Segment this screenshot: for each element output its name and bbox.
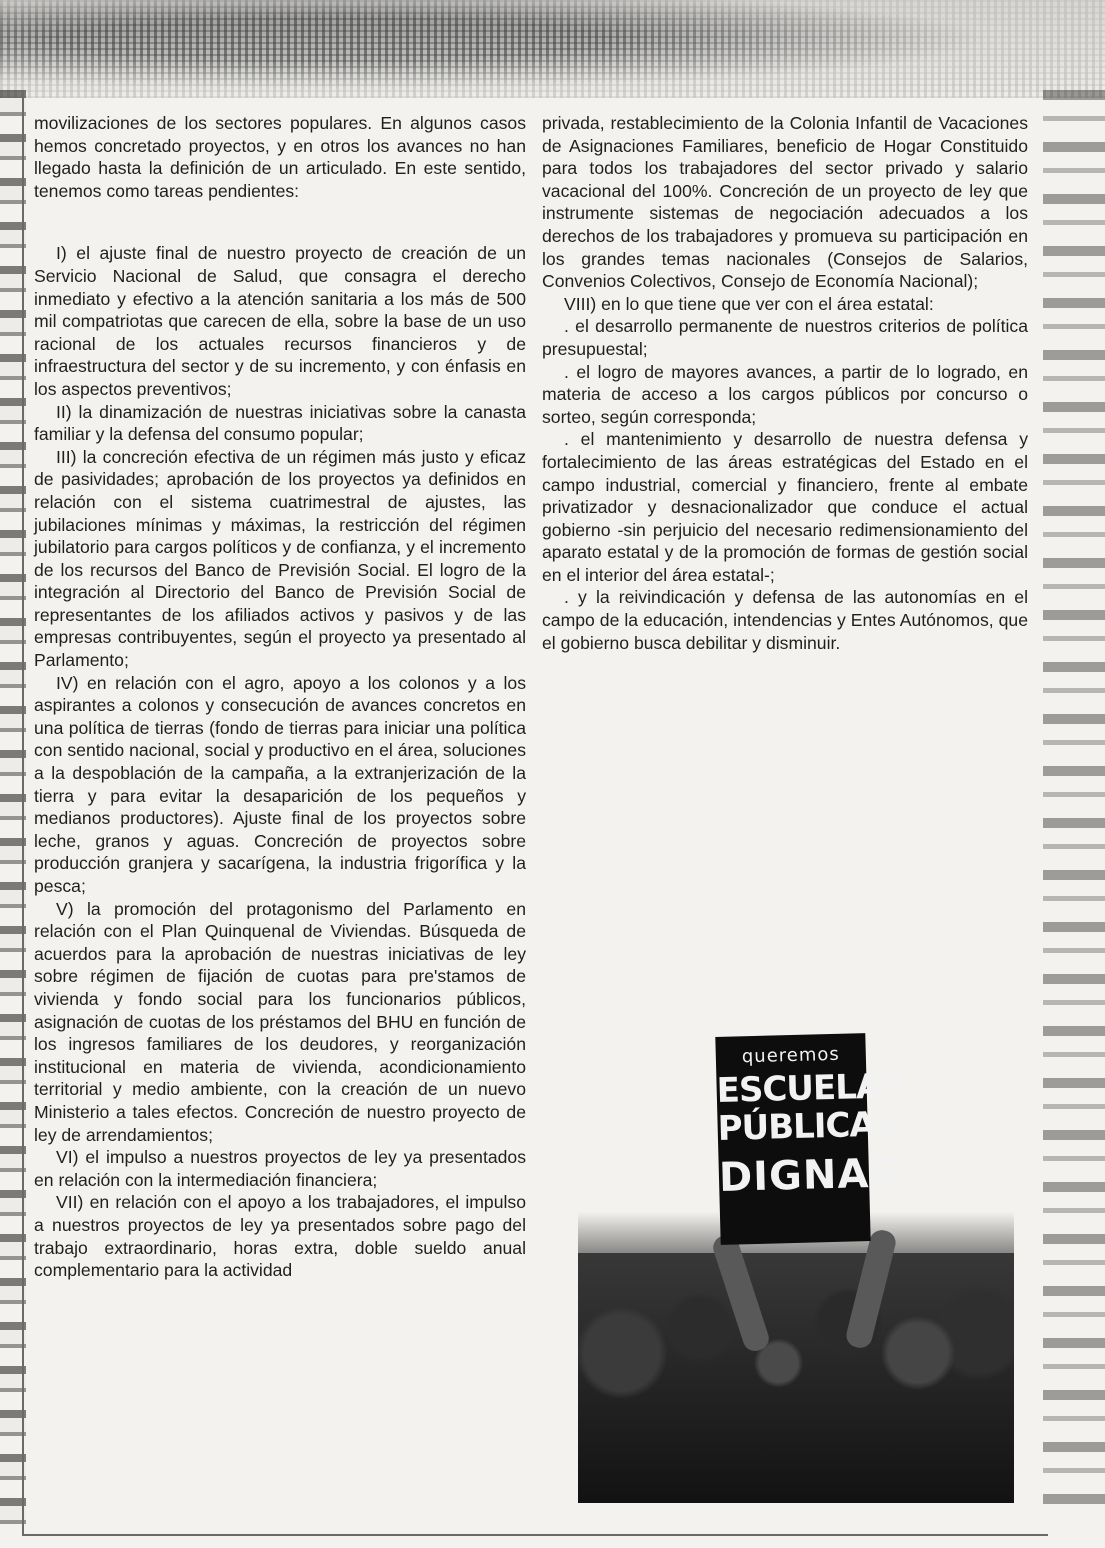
sign-text: queremos xyxy=(741,1043,841,1068)
left-text-column xyxy=(34,112,526,1282)
paragraph: . el desarrollo permanente de nuestros criterios de política presupuestal; xyxy=(542,316,1028,359)
paragraph: II) la dinamización de nuestras iniciativas sobre la canasta familiar y la defensa del consumo popular; xyxy=(34,401,526,445)
paragraph: movilizaciones de los sectores populares. En algunos casos hemos concretado proyectos, y en otros los avances no han llegado hasta la definición de un articulado. En este sentido, tenemos como tareas pendientes: xyxy=(34,113,526,201)
sign-text: ESCUELAS xyxy=(716,1066,906,1111)
paragraph: . y la reivindicación y defensa de las autonomías en el campo de la educación, intendencias y Entes Autónomos, que el gobierno busca debilitar y disminuir. xyxy=(542,587,1028,653)
crowd-image xyxy=(578,1253,1014,1503)
right-text-column xyxy=(542,112,1028,654)
paragraph: V) la promoción del protagonismo del Parlamento en relación con el Plan Quinquenal de Viviendas. Búsqueda de acuerdos para la aprobación de nuestras iniciativas de ley sobre régimen de fijación de cuotas para pre'stamos de vivienda y fondo social para los funcionarios públicos, asignación de cuotas de los préstamos del BHU en función de los ingresos familiares de los deudores, y reorganización institucional en materia de vivienda, acondicionamiento territorial y medio ambiente, con la creación de un nuevo Ministerio a tales efectos. Concreción de nuestro proyecto de ley de arrendamientos; xyxy=(34,898,526,1145)
paragraph: IV) en relación con el agro, apoyo a los colonos y a los aspirantes a colonos y consecución de avances concretos en una política de tierras (fondo de tierras para iniciar una política con sentido nacional, social y productivo en el área, soluciones a la despoblación de la campaña, a la extranjerización de la tierra y para evitar la desaparición de los pequeños y medianos productores). Ajuste final de los proyectos sobre leche, granos y aguas. Concreción de proyectos sobre producción granjera y sacarígena, la industria frigorífica y la pesca; xyxy=(34,672,526,896)
sign-text: DIGNAS xyxy=(718,1150,900,1201)
paragraph: I) el ajuste final de nuestro proyecto de creación de un Servicio Nacional de Salud, que consagra el derecho inmediato y efectivo a la atención sanitaria a los más de 500 mil compatriotas que carecen de ella, sobre la base de un uso racional de los actuales recursos financieros y de infraestructura del sector y de su incremento, y con énfasis en los aspectos preventivos; xyxy=(34,243,526,399)
scan-right-edge xyxy=(1043,90,1105,1520)
scan-top-noise xyxy=(0,0,1105,98)
paragraph: VIII) en lo que tiene que ver con el área estatal: xyxy=(564,293,934,314)
protest-sign xyxy=(715,1033,906,1245)
paragraph: VII) en relación con el apoyo a los trabajadores, el impulso a nuestros proyectos de ley ya presentados sobre pago del trabajo extraordinario, horas extra, doble sueldo anual complementario para la actividad xyxy=(34,1192,526,1281)
paragraph: III) la concreción efectiva de un régimen más justo y eficaz de pasividades; aprobación de los proyectos ya definidos en relación con el sistema cuatrimestral de ajustes, las jubilaciones mínimas y máximas, la restricción del régimen jubilatorio para cargos políticos y de confianza, y el incremento de los recursos del Banco de Previsión Social. El logro de la integración al Directorio del Banco de Previsión Social de representantes de los afiliados activos y pasivos y de las empresas contribuyentes, según el proyecto ya presentado al Parlamento; xyxy=(34,446,526,671)
protest-photo xyxy=(578,1033,1014,1503)
paragraph: . el logro de mayores avances, a partir de lo logrado, en materia de acceso a los cargos públicos por concurso o sorteo, según corresponda; xyxy=(542,361,1028,427)
paragraph: privada, restablecimiento de la Colonia Infantil de Vacaciones de Asignaciones Familiares, beneficio de Hogar Constituido para todos los trabajadores del sector privado y salario vacacional del 100%. Concreción de un proyecto de ley que instrumente sistemas de negociación adecuados a los derechos de los trabajadores y promueva su participación en los grandes temas nacionales (Consejos de Salarios, Convenios Colectivos, Consejo de Economía Nacional); xyxy=(542,113,1028,292)
sign-text: PÚBLICAS xyxy=(717,1104,899,1149)
paragraph: VI) el impulso a nuestros proyectos de ley ya presentados en relación con la intermediación financiera; xyxy=(34,1147,526,1190)
paragraph: . el mantenimiento y desarrollo de nuestra defensa y fortalecimiento de las áreas estratégicas del Estado en el campo industrial, comercial y financiero, frente al embate privatizador y desnacionalizador que conduce el actual gobierno -sin perjuicio del necesario redimensionamiento del aparato estatal y de la promoción de formas de gestión social en el interior del área estatal-; xyxy=(542,429,1028,585)
